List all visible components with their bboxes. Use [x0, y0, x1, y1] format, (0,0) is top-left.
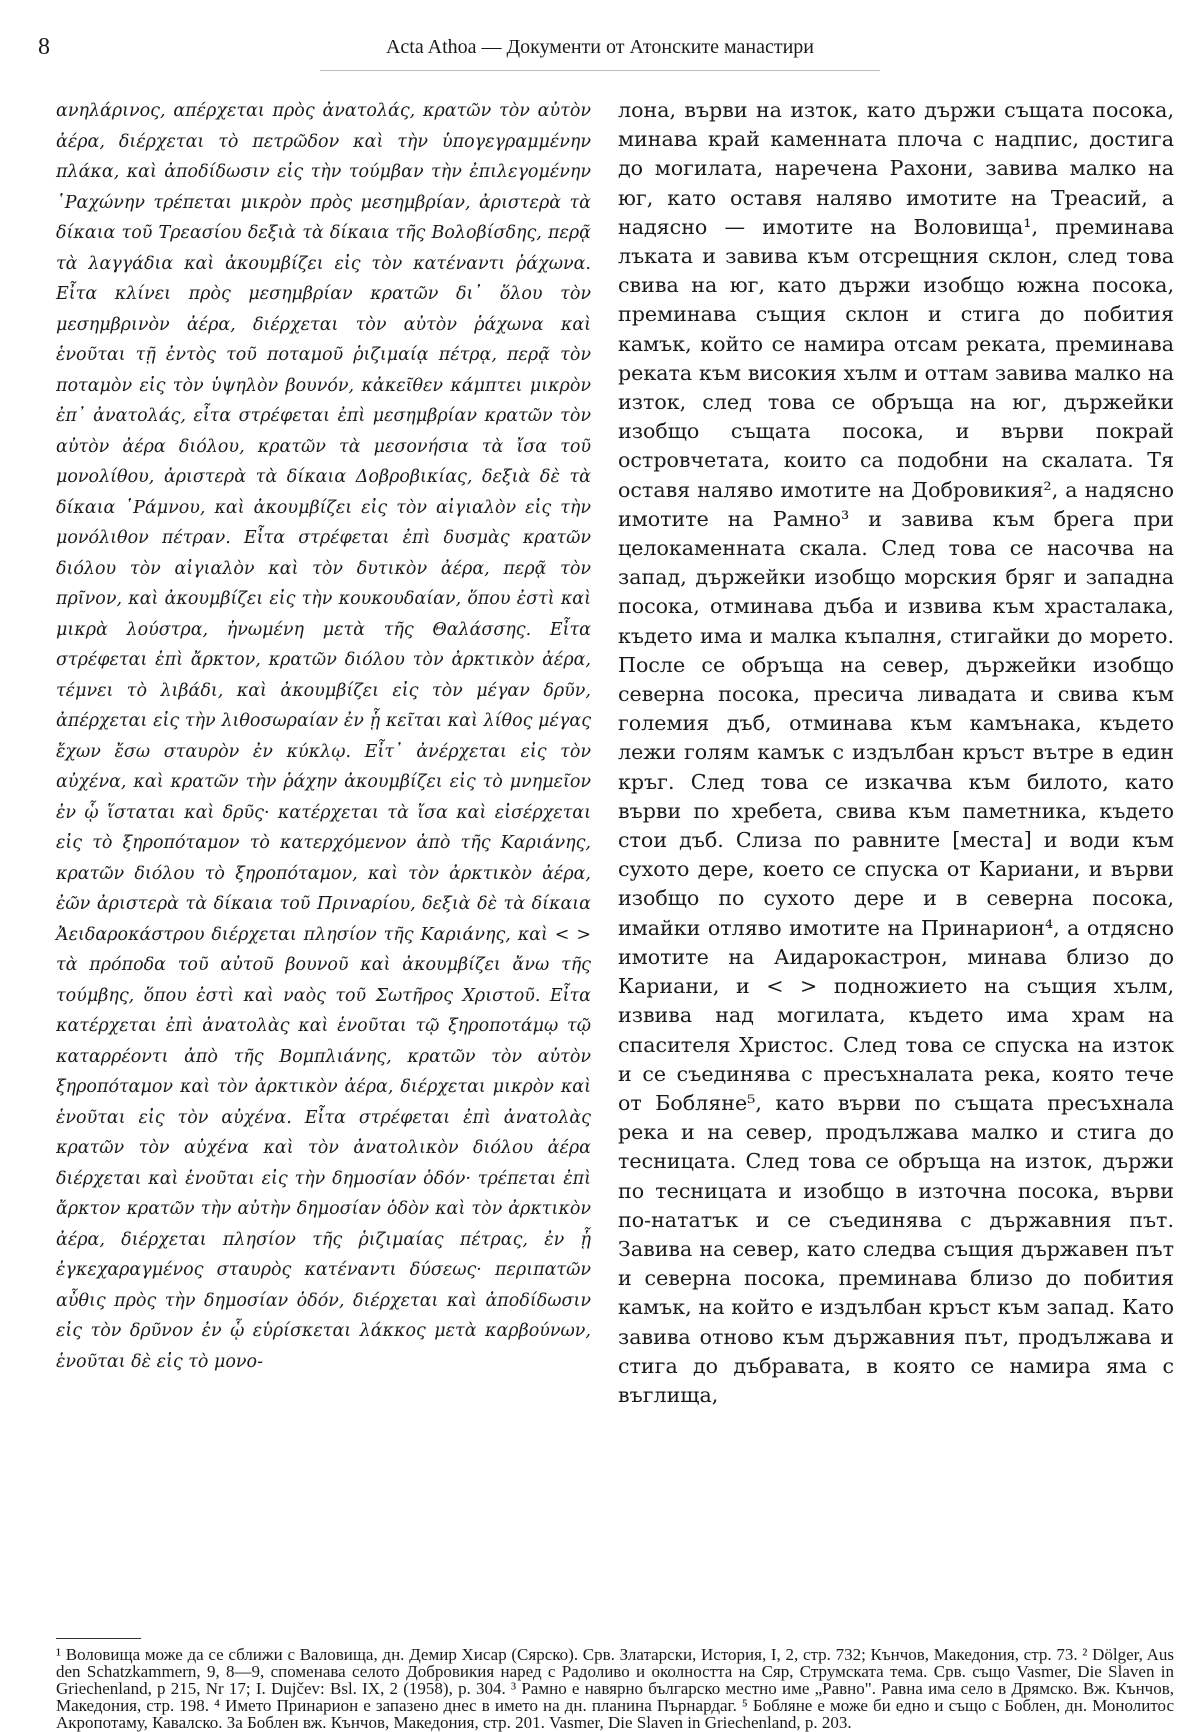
greek-text-column	[56, 96, 591, 1377]
footnote-5: ⁵ Бобляне е може би едно и също с Боблен, дн. Монолитос Акропотаму, Кавалско. За Боблен вж. Кънчов, Македония, стр. 201. Vasmer, Die Slaven in Griechenland, p. 203.	[56, 1696, 1175, 1732]
bulgarian-paragraph: лона, върви на изток, като държи същата посока, минава край каменната плоча с надпис, достига до могилата, наречена Рахони, завива малко на юг, като оставя наляво имотите на Треасий, а надясно — имотите на Воловища¹, преминава лъката и завива към отсрещния склон, след това свива на юг, като държи изобщо южна посока, преминава същия склон и стига до побития камък, който се намира отсам реката, преминава реката към високия хълм и оттам завива малко на изток, след това се обръща на юг, държейки изобщо същата посока, и върви покрай островчетата, които са подобни на скалата. Тя оставя наляво имотите на Добровикия², а надясно имотите на Рамно³ и завива към брега при целокаменната скала. След това се насочва на запад, държейки изобщо морския бряг и западна посока, отминава дъба и извива към храсталака, където има и малка къпалня, стигайки до морето. После се обръща на север, държейки изобщо северна посока, пресича ливадата и свива към големия дъб, отминава към камънака, където лежи голям камък с издълбан кръст вътре в един кръг. След това се изкачва към билото, като върви по хребета, свива към паметника, където стои дъб. Слиза по равните [места] и води към сухото дере, което се спуска от Кариани, и върви изобщо по сухото дере и в северна посока, имайки отляво имотите на Принарион⁴, а отдясно имотите на Аидарокастрон, минава близо до Кариани, и < > подножието на същия хълм, извива над могилата, където има храм на спасителя Христос. След това се спуска на изток и се съединява с пресъхналата река, която тече от Бобляне⁵, като върви по същата пресъхнала река и на север, продължава малко и стига до тесницата. След това се обръща на изток, държи по тесницата и изобщо в източна посока, върви по-нататък и се съединява с държавния път. Завива на север, като следва същия държавен път и северна посока, преминава близо до побития камък, на който е издълбан кръст към запад. Като завива отново към държавния път, продължава и стига до дъбравата, в която се намира яма с въглища,	[618, 98, 1174, 1407]
footnote-separator	[56, 1638, 141, 1639]
bulgarian-translation-column	[618, 96, 1174, 1410]
footnotes	[56, 1646, 1174, 1731]
footnote-2: ² Dölger, Aus den Schatzkammern, 9, 8—9, споменава селото Добровикия наред с Радоливо и околността на Сяр, Струмската тема. Срв. също Vasmer, Die Slaven in Griechenland, p 215, Nr 17; I. Dujčev: Bsl. IX, 2 (1958), p. 304.	[56, 1645, 1175, 1698]
footnote-4: ⁴ Името Принарион е запазено днес в името на дн. планина Пърнардаг.	[214, 1696, 737, 1715]
greek-paragraph: ανηλάρινος, απέρχεται πρὸς ἀνατολάς, κρατῶν τὸν αὐτὸν ἀέρα, διέρχεται τὸ πετρῶδον καὶ τὴν ὑπογεγραμμένην πλάκα, καὶ ἀποδίδωσιν εἰς τὴν τούμβαν τὴν ἐπιλεγομένην ῾Ραχώνην τρέπεται μικρὸν πρὸς μεσημβρίαν, ἀριστερὰ τὰ δίκαια τοῦ Τρεασίου δεξιὰ τὰ δίκαια τῆς Βολοβίσδης, περᾷ τὰ λαγγάδια καὶ ἀκουμβίζει εἰς τὸν κατέναντι ῥάχωνα. Εἶτα κλίνει πρὸς μεσημβρίαν κρατῶν δι᾽ ὅλου τὸν μεσημβρινὸν ἀέρα, διέρχεται τὸν αὐτὸν ῥάχωνα καὶ ἑνοῦται τῇ ἐντὸς τοῦ ποταμοῦ ῥιζιμαίᾳ πέτρᾳ, περᾷ τὸν ποταμὸν εἰς τὸν ὑψηλὸν βουνόν, κἀκεῖθεν κάμπτει μικρὸν ἐπ᾽ ἀνατολάς, εἶτα στρέφεται ἐπὶ μεσημβρίαν κρατῶν τὸν αὐτὸν ἀέρα διόλου, κρατῶν τὰ μεσονήσια τὰ ἴσα τοῦ μονολίθου, ἀριστερὰ τὰ δίκαια Δοβροβικίας, δεξιὰ δὲ τὰ δίκαια ῾Ράμνου, καὶ ἀκουμβίζει εἰς τὸν αἰγιαλὸν εἰς τὴν μονόλιθον πέτραν. Εἶτα στρέφεται ἐπὶ δυσμὰς κρατῶν διόλου τὸν αἰγιαλὸν καὶ τὸν δυτικὸν ἀέρα, περᾷ τὸν πρῖνον, καὶ ἀκουμβίζει εἰς τὴν κουκουδαίαν, ὅπου ἐστὶ καὶ μικρὰ λούστρα, ἡνωμένη μετὰ τῆς Θαλάσσης. Εἶτα στρέφεται ἐπὶ ἄρκτον, κρατῶν διόλου τὸν ἀρκτικὸν ἀέρα, τέμνει τὸ λιβάδι, καὶ ἀκουμβίζει εἰς τὸν μέγαν δρῦν, ἀπέρχεται εἰς τὴν λιθοσωραίαν ἐν ᾗ κεῖται καὶ λίθος μέγας ἔχων ἔσω σταυρὸν ἐν κύκλῳ. Εἶτ᾽ ἀνέρχεται εἰς τὸν αὐχένα, καὶ κρατῶν τὴν ῥάχην ἀκουμβίζει εἰς τὸ μνημεῖον ἐν ᾧ ἵσταται καὶ δρῦς· κατέρχεται τὰ ἴσα καὶ εἰσέρχεται εἰς τὸ ξηροπόταμον τὸ κατερχόμενον ἀπὸ τῆς Καριάνης, κρατῶν διόλου τὸ ξηροπόταμον, καὶ τὸν ἀρκτικὸν ἀέρα, ἐῶν ἀριστερὰ τὰ δίκαια τοῦ Πριναρίου, δεξιὰ δὲ τὰ δίκαια Ἀειδαροκάστρου διέρχεται πλησίον τῆς Καριάνης, καὶ < > τὰ πρόποδα τοῦ αὐτοῦ βουνοῦ καὶ ἀκουμβίζει ἄνω τῆς τούμβης, ὅπου ἐστὶ καὶ ναὸς τοῦ Σωτῆρος Χριστοῦ. Εἶτα κατέρχεται ἐπὶ ἀνατολὰς καὶ ἑνοῦται τῷ ξηροποτάμῳ τῷ καταρρέοντι ἀπὸ τῆς Βομπλιάνης, κρατῶν τὸν αὐτὸν ξηροπόταμον καὶ τὸν ἀρκτικὸν ἀέρα, διέρχεται μικρὸν καὶ ἑνοῦται εἰς τὸν αὐχένα. Εἶτα στρέφεται ἐπὶ ἀνατολὰς κρατῶν τὸν αὐχένα καὶ τὸν ἀνατολικὸν διόλου ἀέρα διέρχεται καὶ ἑνοῦται εἰς τὴν δημοσίαν ὁδόν· τρέπεται ἐπὶ ἄρκτον κρατῶν τὴν αὐτὴν δημοσίαν ὁδὸν καὶ τὸν ἀρκτικὸν ἀέρα, διέρχεται πλησίον τῆς ῥιζιμαίας πέτρας, ἐν ᾗ ἐγκεχαραγμένος σταυρὸς κατέναντι δύσεως· περιπατῶν αὖθις πρὸς τὴν δημοσίαν ὁδόν, διέρχεται καὶ ἀποδίδωσιν εἰς τὸν δρῦνον ἐν ᾧ εὑρίσκεται λάκκος μετὰ καρβούνων, ἑνοῦται δὲ εἰς τὸ μονο-	[56, 101, 591, 1372]
footnote-1: ¹ Воловища може да се сближи с Валовища, дн. Демир Хисар (Сярско). Срв. Златарски, История, I, 2, стр. 732; Кънчов, Македония, стр. 73.	[56, 1645, 1078, 1664]
running-header: Acta Athoa — Документи от Атонските манастири	[385, 36, 815, 58]
page-number: 8	[38, 34, 51, 60]
header-rule	[320, 70, 880, 71]
footnote-3: ³ Рамно е навярно българско местно име „Равно". Равна има село в Дрямско. Вж. Кънчов, Македония, стр. 198.	[56, 1679, 1175, 1715]
